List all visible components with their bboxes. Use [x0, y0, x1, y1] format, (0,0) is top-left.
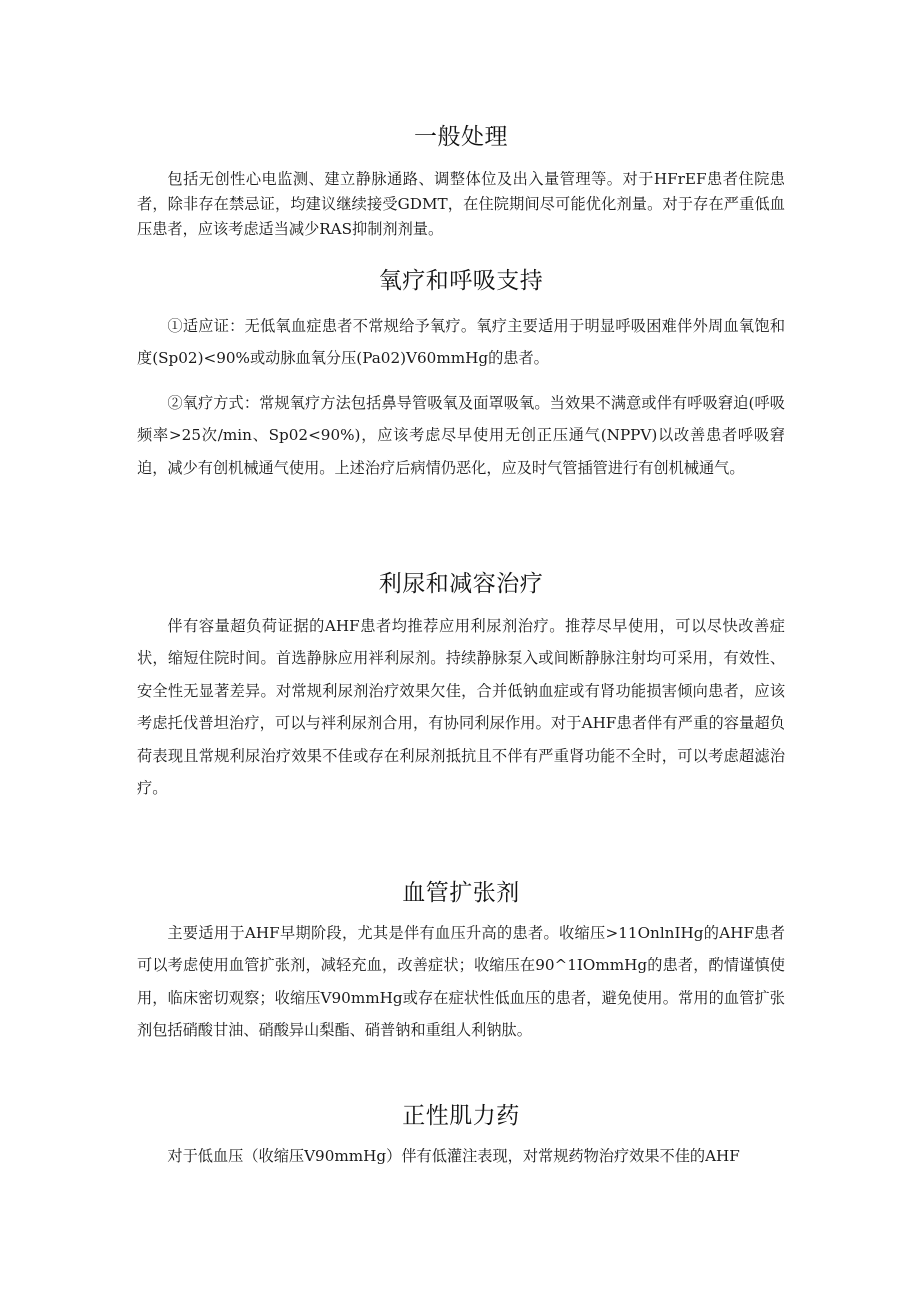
paragraph-diuretic-therapy: 伴有容量超负荷证据的AHF患者均推荐应用利尿剂治疗。推荐尽早使用，可以尽快改善症状，缩短住院时间。首选静脉应用袢利尿剂。持续静脉泵入或间断静脉注射均可采用，有效性、安全性无显著差异。对常规利尿剂治疗效果欠佳，合并低钠血症或有肾功能损害倾向患者，应该考虑托伐普坦治疗，可以与袢利尿剂合用，有协同利尿作用。对于AHF患者伴有严重的容量超负荷表现且常规利尿治疗效果不佳或存在利尿剂抵抗且不伴有严重肾功能不全时，可以考虑超滤治疗。	[137, 617, 785, 798]
paragraph-inotropes: 对于低血压（收缩压V90mmHg）伴有低灌注表现，对常规药物治疗效果不佳的AHF	[167, 1147, 740, 1165]
section-heading-vasodilators: 血管扩张剂	[402, 880, 520, 906]
section-heading-general-treatment: 一般处理	[414, 124, 508, 150]
paragraph-general-treatment: 包括无创性心电监测、建立静脉通路、调整体位及出入量管理等。对于HFrEF患者住院患者，除非存在禁忌证，均建议继续接受GDMT，在住院期间尽可能优化剂量。对于存在严重低血压患者，应该考虑适当减少RAS抑制剂剂量。	[137, 170, 785, 238]
paragraph-vasodilators: 主要适用于AHF早期阶段，尤其是伴有血压升高的患者。收缩压>11OnlnIHg的AHF患者可以考虑使用血管扩张剂，减轻充血，改善症状；收缩压在90^1IOmmHg的患者，酌情谨慎使用，临床密切观察；收缩压V90mmHg或存在症状性低血压的患者，避免使用。常用的血管扩张剂包括硝酸甘油、硝酸异山梨酯、硝普钠和重组人利钠肽。	[137, 924, 785, 1040]
section-heading-diuretic-therapy: 利尿和减容治疗	[378, 571, 544, 597]
paragraph-oxygen-indications: ①适应证：无低氧血症患者不常规给予氧疗。氧疗主要适用于明显呼吸困难伴外周血氧饱和度(Sp02)<90%或动脉血氧分压(Pa02)V60mmHg的患者。	[137, 317, 785, 368]
paragraph-oxygen-methods: ②氧疗方式：常规氧疗方法包括鼻导管吸氧及面罩吸氧。当效果不满意或伴有呼吸窘迫(呼吸频率>25次/min、Sp02<90%)，应该考虑尽早使用无创正压通气(NPPV)以改善患者呼吸窘迫，减少有创机械通气使用。上述治疗后病情仍恶化，应及时气管插管进行有创机械通气。	[137, 394, 785, 477]
section-heading-inotropes: 正性肌力药	[402, 1103, 520, 1129]
section-heading-oxygen-therapy: 氧疗和呼吸支持	[378, 268, 544, 294]
